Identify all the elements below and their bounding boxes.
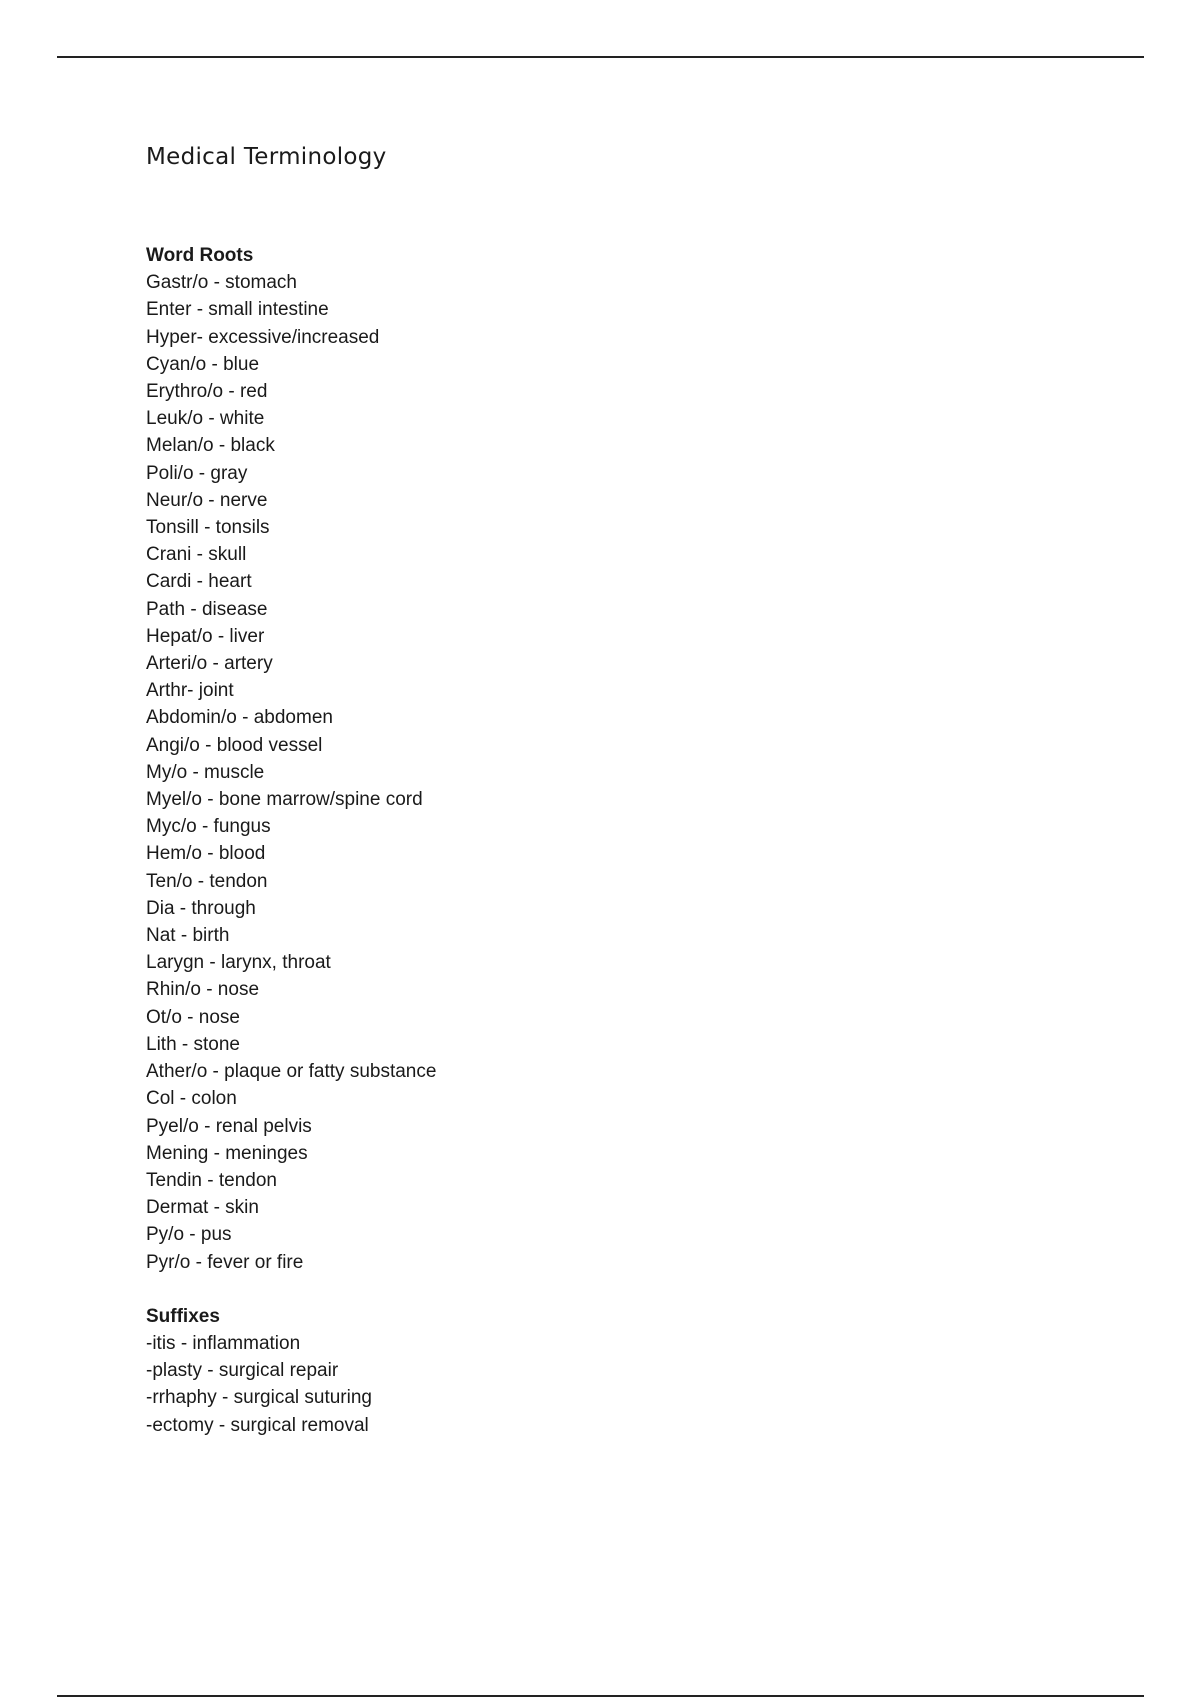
term-item: Py/o - pus bbox=[146, 1224, 232, 1246]
term-item: -plasty - surgical repair bbox=[146, 1360, 339, 1382]
term-item: My/o - muscle bbox=[146, 761, 265, 783]
term-item: Rhin/o - nose bbox=[146, 979, 260, 1001]
document-title: Medical Terminology bbox=[146, 144, 387, 170]
term-item: Arteri/o - artery bbox=[146, 653, 273, 675]
term-item: Cardi - heart bbox=[146, 571, 252, 593]
term-item: Nat - birth bbox=[146, 925, 230, 947]
term-item: Abdomin/o - abdomen bbox=[146, 707, 333, 729]
word-roots-section bbox=[146, 242, 436, 1276]
suffixes-heading: Suffixes bbox=[146, 1305, 220, 1327]
term-item: Enter - small intestine bbox=[146, 299, 329, 321]
term-item: Dermat - skin bbox=[146, 1197, 259, 1219]
term-item: Neur/o - nerve bbox=[146, 489, 268, 511]
term-item: Hyper- excessive/increased bbox=[146, 326, 380, 348]
word-roots-list bbox=[146, 269, 436, 1276]
term-item: Col - colon bbox=[146, 1088, 237, 1110]
term-item: Path - disease bbox=[146, 598, 268, 620]
term-item: Melan/o - black bbox=[146, 435, 275, 457]
term-item: Hem/o - blood bbox=[146, 843, 266, 865]
term-item: Mening - meninges bbox=[146, 1142, 308, 1164]
term-item: Ot/o - nose bbox=[146, 1006, 240, 1028]
term-item: Ather/o - plaque or fatty substance bbox=[146, 1061, 437, 1083]
term-item: Tonsill - tonsils bbox=[146, 517, 270, 539]
term-item: -ectomy - surgical removal bbox=[146, 1414, 369, 1436]
term-item: -itis - inflammation bbox=[146, 1332, 301, 1354]
term-item: Arthr- joint bbox=[146, 680, 234, 702]
term-item: Pyr/o - fever or fire bbox=[146, 1251, 304, 1273]
term-item: Poli/o - gray bbox=[146, 462, 248, 484]
term-item: Larygn - larynx, throat bbox=[146, 952, 331, 974]
term-item: Myc/o - fungus bbox=[146, 816, 271, 838]
bottom-rule bbox=[57, 1695, 1144, 1697]
term-item: Leuk/o - white bbox=[146, 408, 265, 430]
word-roots-heading: Word Roots bbox=[146, 245, 254, 266]
term-item: Cyan/o - blue bbox=[146, 353, 260, 375]
term-item: Tendin - tendon bbox=[146, 1169, 277, 1191]
term-item: Erythro/o - red bbox=[146, 381, 268, 403]
suffixes-list bbox=[146, 1330, 436, 1439]
term-item: Lith - stone bbox=[146, 1033, 240, 1055]
top-rule bbox=[57, 56, 1144, 58]
suffixes-section bbox=[146, 1303, 436, 1439]
term-item: Myel/o - bone marrow/spine cord bbox=[146, 789, 423, 811]
section-spacer bbox=[146, 1276, 436, 1303]
term-item: Angi/o - blood vessel bbox=[146, 734, 323, 756]
term-item: -rrhaphy - surgical suturing bbox=[146, 1387, 372, 1409]
term-item: Hepat/o - liver bbox=[146, 625, 265, 647]
term-item: Ten/o - tendon bbox=[146, 870, 268, 892]
document-body bbox=[146, 242, 436, 1439]
term-item: Gastr/o - stomach bbox=[146, 272, 297, 294]
term-item: Pyel/o - renal pelvis bbox=[146, 1115, 312, 1137]
term-item: Crani - skull bbox=[146, 544, 247, 566]
term-item: Dia - through bbox=[146, 897, 256, 919]
